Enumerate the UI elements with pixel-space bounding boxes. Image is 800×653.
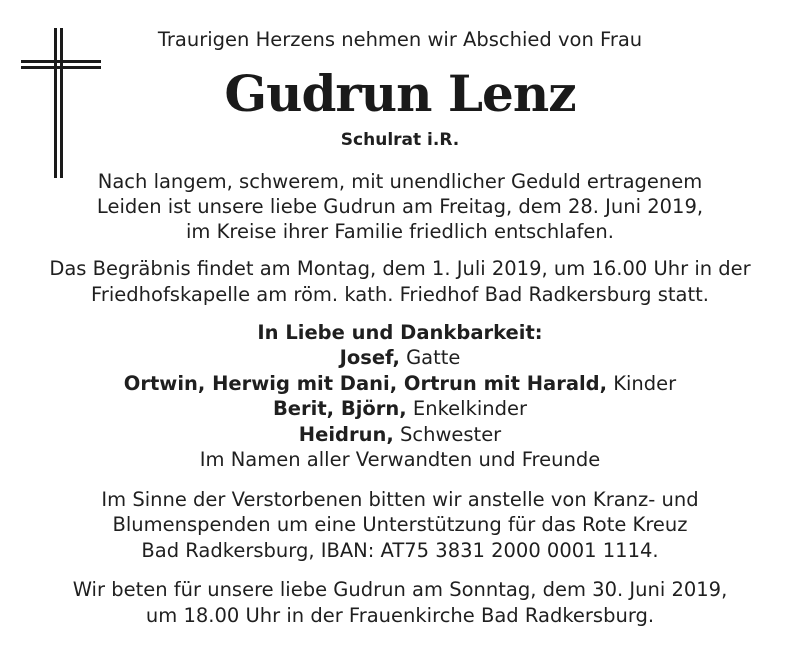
mourner-names: Ortwin, Herwig mit Dani, Ortrun mit Harald, xyxy=(123,372,608,395)
prayer-line: um 18.00 Uhr in der Frauenkirche Bad Radkersburg. xyxy=(145,604,655,627)
message-line: Nach langem, schwerem, mit unendlicher Geduld ertragenem xyxy=(97,170,703,193)
donation-line: Bad Radkersburg, IBAN: AT75 3831 2000 0001 1114. xyxy=(141,539,659,562)
funeral-line: Friedhofskapelle am röm. kath. Friedhof Bad Radkersburg statt. xyxy=(91,283,709,306)
prayer-line: Wir beten für unsere liebe Gudrun am Sonntag, dem 30. Juni 2019, xyxy=(72,578,728,601)
mourner-relation: Enkelkinder xyxy=(406,397,528,420)
message-line: im Kreise ihrer Familie friedlich entschlafen. xyxy=(186,220,614,243)
donation-line: Blumenspenden um eine Unterstützung für das Rote Kreuz xyxy=(112,513,688,536)
mourner-entry xyxy=(0,345,800,370)
mourner-names: Heidrun, xyxy=(298,423,394,446)
deceased-name: Gudrun Lenz xyxy=(224,64,576,123)
mourner-entry xyxy=(0,396,800,421)
deceased-title: Schulrat i.R. xyxy=(340,130,460,150)
funeral-line: Das Begräbnis findet am Montag, dem 1. Juli 2019, um 16.00 Uhr in der xyxy=(49,257,751,280)
mourner-entry xyxy=(0,371,800,396)
mourner-entry xyxy=(0,422,800,447)
mourner-relation: Gatte xyxy=(399,346,461,369)
mourner-names: Berit, Björn, xyxy=(272,397,407,420)
mourner-names: Josef, xyxy=(339,346,400,369)
mourner-relation: Schwester xyxy=(393,423,502,446)
mourners-closing: Im Namen aller Verwandten und Freunde xyxy=(199,448,601,471)
mourner-relation: Kinder xyxy=(607,372,677,395)
intro-line: Traurigen Herzens nehmen wir Abschied von Frau xyxy=(157,28,643,51)
donation-line: Im Sinne der Verstorbenen bitten wir anstelle von Kranz- und xyxy=(101,488,699,511)
mourners-heading: In Liebe und Dankbarkeit: xyxy=(257,321,543,344)
message-line: Leiden ist unsere liebe Gudrun am Freitag, dem 28. Juni 2019, xyxy=(96,195,704,218)
